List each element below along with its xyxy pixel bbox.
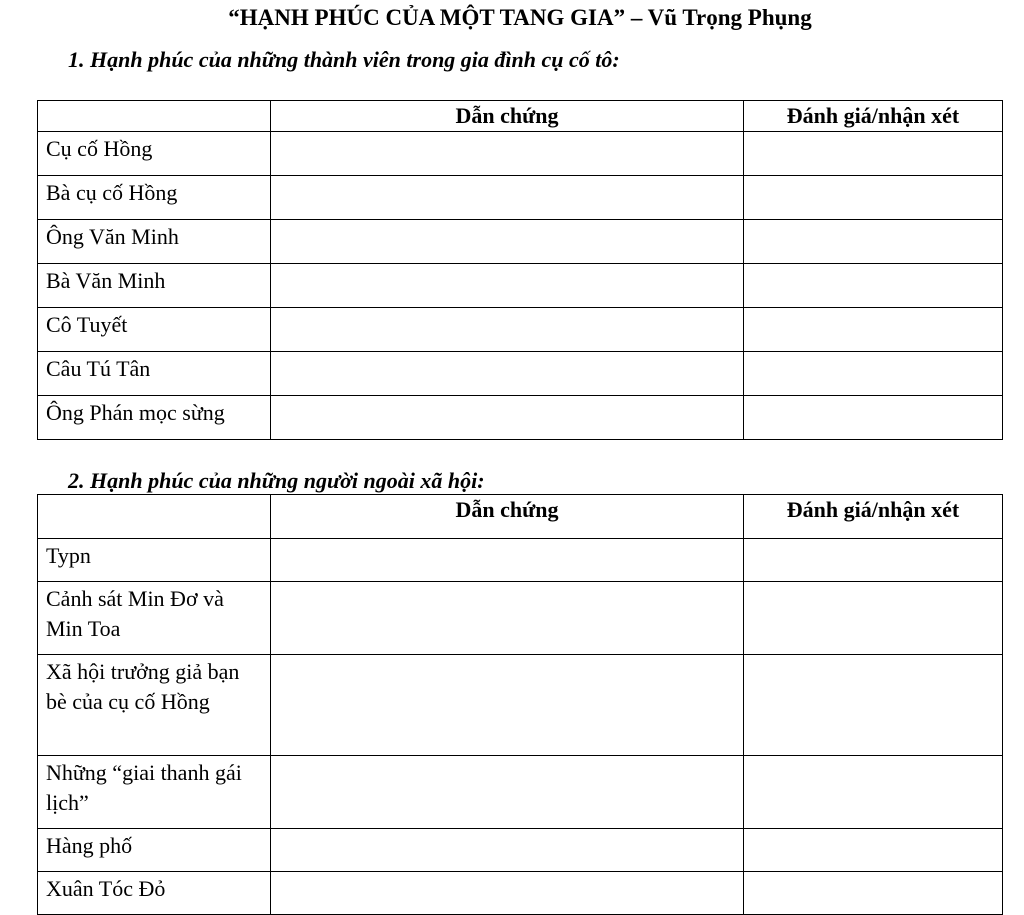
table-row [38,756,1003,829]
row-name: Xuân Tóc Đỏ [38,872,271,915]
header-comment: Đánh giá/nhận xét [744,101,1003,132]
table-row [38,132,1003,176]
evidence-cell[interactable] [271,872,744,915]
table-row [38,655,1003,756]
row-name: Xã hội trưởng giả bạn bè của cụ cố Hồng [38,655,271,756]
comment-cell[interactable] [744,176,1003,220]
table-row [38,352,1003,396]
comment-cell[interactable] [744,872,1003,915]
evidence-cell[interactable] [271,176,744,220]
society-happiness-table [37,494,1003,915]
family-happiness-table [37,100,1003,440]
table-header-row [38,101,1003,132]
evidence-cell[interactable] [271,220,744,264]
evidence-cell[interactable] [271,396,744,440]
row-name: Bà cụ cố Hồng [38,176,271,220]
comment-cell[interactable] [744,220,1003,264]
table-row [38,829,1003,872]
section1-heading: 1. Hạnh phúc của những thành viên trong gia đình cụ cố tô: [68,47,620,72]
table-row [38,396,1003,440]
comment-cell[interactable] [744,655,1003,756]
header-comment: Đánh giá/nhận xét [744,495,1003,539]
header-evidence: Dẫn chứng [271,495,744,539]
section2-heading: 2. Hạnh phúc của những người ngoài xã hội: [68,468,485,493]
table-row [38,872,1003,915]
comment-cell[interactable] [744,308,1003,352]
row-name: Bà Văn Minh [38,264,271,308]
table-row [38,539,1003,582]
evidence-cell[interactable] [271,264,744,308]
evidence-cell[interactable] [271,308,744,352]
row-name: Câu Tú Tân [38,352,271,396]
table-row [38,220,1003,264]
document-title: “HẠNH PHÚC CỦA MỘT TANG GIA” – Vũ Trọng Phụng [228,5,812,30]
comment-cell[interactable] [744,829,1003,872]
table-row [38,176,1003,220]
row-name: Ông Văn Minh [38,220,271,264]
comment-cell[interactable] [744,264,1003,308]
evidence-cell[interactable] [271,829,744,872]
evidence-cell[interactable] [271,655,744,756]
comment-cell[interactable] [744,352,1003,396]
row-name: Những “giai thanh gái lịch” [38,756,271,829]
header-blank [38,101,271,132]
evidence-cell[interactable] [271,352,744,396]
comment-cell[interactable] [744,396,1003,440]
comment-cell[interactable] [744,756,1003,829]
row-name: Ông Phán mọc sừng [38,396,271,440]
row-name: Cảnh sát Min Đơ và Min Toa [38,582,271,655]
comment-cell[interactable] [744,539,1003,582]
evidence-cell[interactable] [271,132,744,176]
evidence-cell[interactable] [271,756,744,829]
table-row [38,264,1003,308]
comment-cell[interactable] [744,582,1003,655]
evidence-cell[interactable] [271,539,744,582]
comment-cell[interactable] [744,132,1003,176]
row-name: Hàng phố [38,829,271,872]
row-name: Cụ cố Hồng [38,132,271,176]
header-evidence: Dẫn chứng [271,101,744,132]
table-header-row [38,495,1003,539]
table-row [38,308,1003,352]
header-blank [38,495,271,539]
row-name: Typn [38,539,271,582]
evidence-cell[interactable] [271,582,744,655]
row-name: Cô Tuyết [38,308,271,352]
table-row [38,582,1003,655]
